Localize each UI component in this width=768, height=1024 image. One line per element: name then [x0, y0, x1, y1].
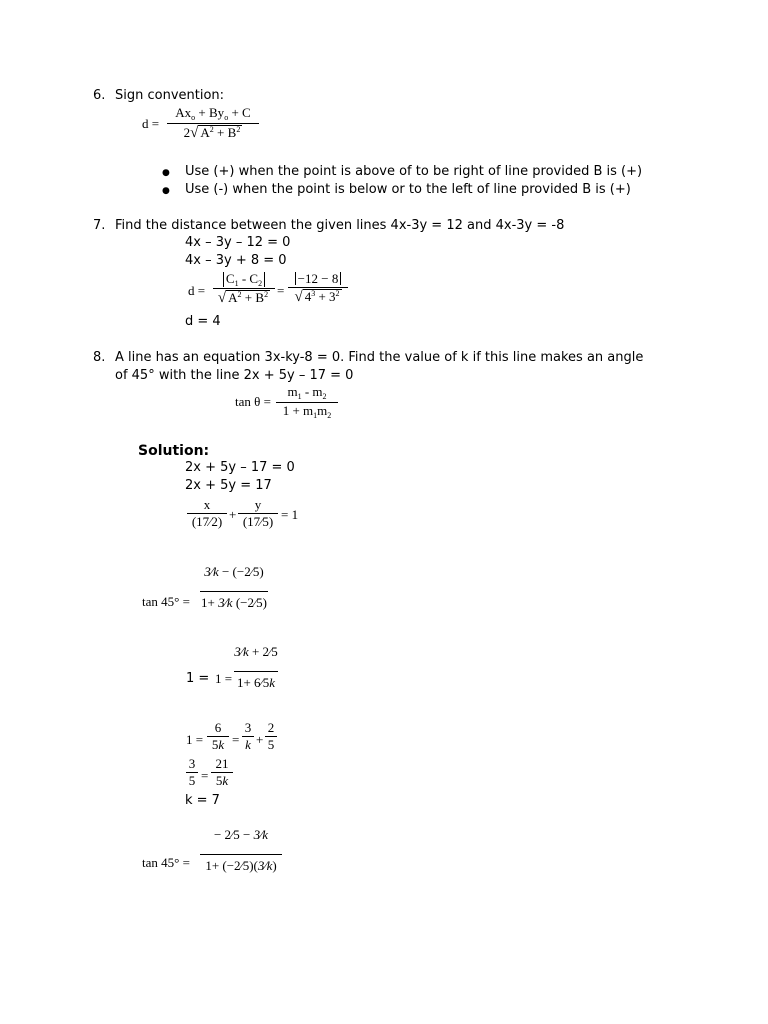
step-eq1-lhs: 1 =: [186, 671, 210, 686]
distance-lines-fraction: [213, 272, 275, 306]
distance-lines-denominator: √ $A^2 + B^2$: [217, 290, 269, 306]
bullet-dot: ●: [162, 168, 170, 178]
item-7-line2: 4x – 3y + 8 = 0: [185, 253, 287, 268]
item-7-question: Find the distance between the given lines 4x-3y = 12 and 4x-3y = -8: [115, 218, 565, 233]
distance-lines-values-numerator: −12 − 8: [288, 272, 348, 286]
tan-theta-fraction: [276, 385, 338, 420]
item-8-question-line1: A line has an equation 3x-ky-8 = 0. Find the value of k if this line makes an angle: [115, 350, 644, 365]
plus-sign: +: [256, 732, 264, 747]
tan45-fraction-2-numerator: − 2⁄5 − 3⁄k: [213, 827, 269, 842]
distance-lines-numerator: $C_1 - C_2$: [213, 272, 275, 287]
step-eq1-fraction: [234, 645, 278, 690]
distance-lines-values-denominator: √ $4^3 + 3^2$: [294, 289, 340, 305]
distance-formula-denominator: 2√ $A^2 + B^2$: [183, 125, 241, 141]
distance-formula-numerator: $Ax_o + By_o + C$: [175, 105, 251, 122]
tan45-fraction-1-numerator: 3⁄k − (−2⁄5): [204, 564, 264, 579]
formula-d-lhs: d =: [188, 283, 206, 298]
equals-sign: =: [232, 732, 240, 747]
intercept-x-fraction: [187, 498, 227, 529]
distance-formula-fraction: [167, 106, 259, 141]
tan-theta-denominator: $1 + m_1m_2$: [282, 403, 332, 420]
intercept-y-fraction: [238, 498, 278, 529]
solution-step2: 2x + 5y = 17: [185, 478, 272, 493]
intercept-y-numerator: y: [254, 497, 262, 512]
intercept-y-denominator: (17⁄5): [242, 514, 274, 529]
step-eq1-numerator: 3⁄k + 2⁄5: [234, 644, 278, 659]
solution-step1: 2x + 5y – 17 = 0: [185, 460, 295, 475]
item-6-number: 6.: [93, 88, 106, 103]
plus-sign: +: [229, 507, 237, 522]
tan45-fraction-2: [200, 828, 282, 873]
intercept-x-numerator: x: [203, 497, 211, 512]
item-7-line1: 4x – 3y – 12 = 0: [185, 235, 291, 250]
k-result: k = 7: [185, 793, 220, 808]
solution-label: Solution:: [138, 443, 210, 459]
step-eq1-denominator: 1+ 6⁄5k: [236, 675, 276, 690]
tan45-lhs-2: tan 45° =: [142, 855, 190, 870]
item-6-heading: Sign convention:: [115, 88, 225, 103]
tan-theta-lhs: tan θ =: [235, 394, 271, 409]
step-eq3-fraction-b: 21 5k: [211, 757, 233, 788]
step-eq2-lhs: 1 =: [186, 732, 204, 747]
intercept-rhs: = 1: [281, 507, 299, 522]
formula-d-lhs: d =: [142, 116, 160, 131]
step-eq2-fraction-a: 6 5k: [207, 721, 229, 752]
step-eq2-fraction-c: 2 5: [265, 721, 277, 752]
bullet-2: Use (-) when the point is below or to the left of line provided B is (+): [185, 182, 631, 197]
item-7-number: 7.: [93, 218, 106, 233]
item-7-result: d = 4: [185, 314, 221, 329]
distance-lines-values-fraction: [288, 272, 348, 305]
tan-theta-numerator: $m_1 - m_2$: [287, 384, 327, 401]
item-8-question-line2: of 45° with the line 2x + 5y – 17 = 0: [115, 368, 354, 383]
item-8-number: 8.: [93, 350, 106, 365]
tan45-fraction-2-denominator: 1+ (−2⁄5)(3⁄k): [205, 858, 277, 873]
bullet-dot: ●: [162, 186, 170, 196]
step-eq1-mid: 1 =: [215, 671, 233, 686]
tan45-fraction-1-denominator: 1+ 3⁄k (−2⁄5): [201, 595, 267, 610]
equals-sign: =: [201, 768, 209, 783]
tan45-fraction-1: [200, 565, 268, 610]
bullet-1: Use (+) when the point is above of to be right of line provided B is (+): [185, 164, 643, 179]
tan45-lhs: tan 45° =: [142, 594, 190, 609]
equals-sign: =: [277, 283, 285, 298]
step-eq2-fraction-b: 3 k: [242, 721, 254, 752]
step-eq3-fraction-a: 3 5: [186, 757, 198, 788]
intercept-x-denominator: (17⁄2): [191, 514, 223, 529]
